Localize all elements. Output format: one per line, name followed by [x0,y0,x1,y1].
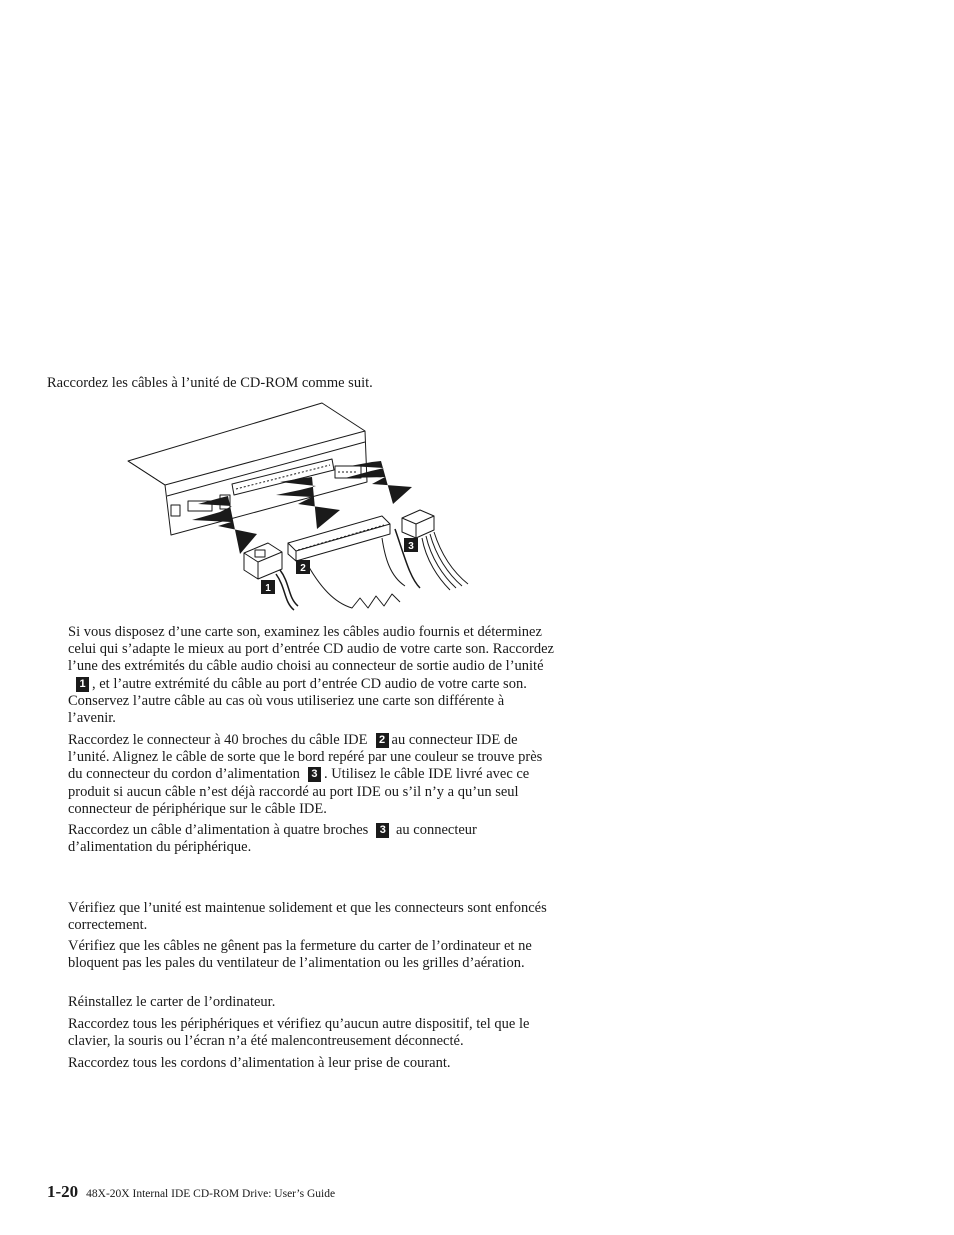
page-footer [47,1182,335,1202]
step-power-cable [68,822,554,856]
step-text: Si vous disposez d’une carte son, examinez les câbles audio fournis et déterminez celui qui s’adapte le mieux au port d’entrée CD audio de votre carte son. Raccordez l’une des extrémités du câble audio choisi au connecteur de sortie audio de l’unité [68,624,554,675]
callout-3-marker [404,538,418,552]
step-text: , et l’autre extrémité du câble au port d’entrée CD audio de votre carte son. Conservez l’autre câble au cas où vous utiliseriez une carte son différente à l’avenir. [68,675,527,727]
callout-2-label: 2 [300,563,306,574]
step-text: . Utilisez le câble IDE livré avec ce produit si aucun câble n’est déjà raccordé au port IDE ou s’il n’y a qu’un seul connecteur de périphérique sur le câble IDE. [68,766,530,817]
check-drive-secure: Vérifiez que l’unité est maintenue solidement et que les connecteurs sont enfoncés correctement. [68,900,547,934]
callout-1-label: 1 [265,583,271,594]
step-text: Raccordez un câble d’alimentation à quatre broches [68,822,369,838]
callout-ref-2: 2 [376,733,389,748]
step-text: au connecteur IDE de l’unité. Alignez le câble de sorte que le bord repéré par une couleur se trouve près du connecteur du cordon d’alimentation [68,732,543,783]
check-reconnect-devices: Raccordez tous les périphériques et vérifiez qu’aucun autre dispositif, tel que le clavier, la souris ou l’écran n’a été malencontreusement déconnecté. [68,1016,530,1050]
check-cables-clear: Vérifiez que les câbles ne gênent pas la fermeture du carter de l’ordinateur et ne bloquent pas les pales du ventilateur de l’alimentation ou les grilles d’aération. [68,938,532,972]
step-text: au connecteur d’alimentation du périphérique. [68,822,477,856]
cd-rom-drive-drawing [120,398,480,616]
cable-connection-illustration [120,398,480,616]
step-ide-cable [68,732,554,818]
check-power-cords: Raccordez tous les cordons d’alimentation à leur prise de courant. [68,1055,451,1071]
callout-1-marker [261,580,275,594]
callout-3-label: 3 [408,541,414,552]
callout-2-marker [296,560,310,574]
step-audio-cable [68,624,554,727]
footer-title: 48X-20X Internal IDE CD-ROM Drive: User’s Guide [86,1188,336,1200]
callout-ref-3: 3 [308,767,321,782]
callout-ref-3: 3 [376,823,389,838]
step-text: Raccordez le connecteur à 40 broches du câble IDE [68,732,368,748]
check-reinstall-cover: Réinstallez le carter de l’ordinateur. [68,994,276,1010]
page-number: 1-20 [47,1182,79,1201]
callout-ref-1: 1 [76,677,89,692]
intro-text: Raccordez les câbles à l’unité de CD-ROM comme suit. [47,375,373,391]
